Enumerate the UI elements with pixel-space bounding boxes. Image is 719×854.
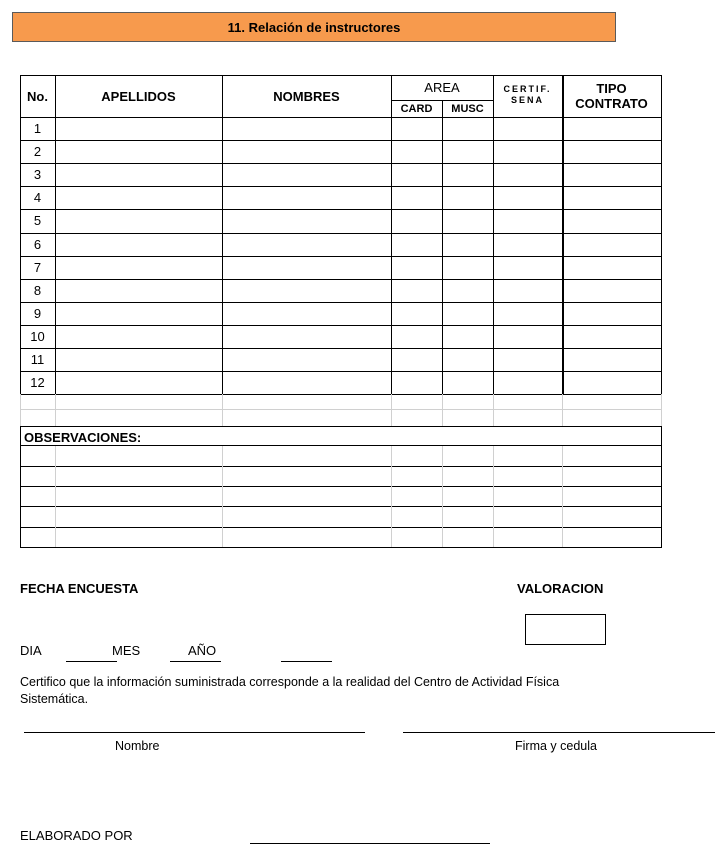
row-number: 11 (30, 352, 45, 367)
table-cell[interactable] (223, 303, 391, 325)
table-cell[interactable] (563, 303, 661, 325)
table-cell[interactable] (56, 141, 222, 163)
table-cell[interactable] (494, 303, 562, 325)
anio-line[interactable] (281, 661, 332, 662)
table-cell[interactable] (563, 372, 661, 394)
header-tipo-contrato (562, 78, 661, 114)
header-musc: MUSC (451, 102, 484, 115)
table-cell[interactable] (563, 234, 661, 256)
table-cell[interactable] (223, 280, 391, 302)
certification-text (20, 674, 559, 708)
table-cell[interactable] (443, 210, 493, 232)
row-number: 1 (33, 121, 42, 136)
table-cell[interactable] (223, 118, 391, 140)
table-cell[interactable] (223, 187, 391, 209)
row-number: 12 (30, 375, 45, 390)
header-certif-line1: CERTIF. (503, 84, 552, 94)
elaborado-por-label: ELABORADO POR (20, 828, 133, 843)
table-cell[interactable] (443, 372, 493, 394)
table-cell[interactable] (223, 372, 391, 394)
table-cell[interactable] (223, 141, 391, 163)
table-cell[interactable] (223, 210, 391, 232)
table-cell[interactable] (56, 303, 222, 325)
table-cell[interactable] (563, 280, 661, 302)
table-cell[interactable] (563, 187, 661, 209)
table-cell[interactable] (392, 118, 442, 140)
table-cell[interactable] (56, 118, 222, 140)
row-number: 3 (33, 167, 42, 182)
table-cell[interactable] (223, 164, 391, 186)
valoracion-box[interactable] (525, 614, 606, 645)
table-cell[interactable] (563, 210, 661, 232)
elaborado-por-line[interactable] (250, 843, 490, 844)
table-cell[interactable] (563, 349, 661, 371)
dia-label: DIA (20, 643, 42, 658)
header-area: AREA (424, 80, 460, 95)
row-number: 9 (33, 306, 42, 321)
table-cell[interactable] (392, 257, 442, 279)
table-cell[interactable] (392, 372, 442, 394)
table-cell[interactable] (392, 280, 442, 302)
table-cell[interactable] (563, 326, 661, 348)
row-number: 6 (33, 237, 42, 252)
firma-signature-line[interactable] (403, 732, 715, 733)
table-cell[interactable] (56, 210, 222, 232)
table-cell[interactable] (56, 372, 222, 394)
mes-label: MES (112, 643, 141, 658)
table-cell[interactable] (494, 210, 562, 232)
table-cell[interactable] (443, 326, 493, 348)
header-nombres: NOMBRES (273, 88, 340, 104)
table-cell[interactable] (56, 257, 222, 279)
table-cell[interactable] (494, 349, 562, 371)
section-title: 11. Relación de instructores (12, 12, 616, 42)
table-cell[interactable] (223, 349, 391, 371)
anio-label: AÑO (188, 643, 217, 658)
table-cell[interactable] (443, 280, 493, 302)
header-no: No. (27, 88, 48, 104)
header-tipo-line1: TIPO (596, 81, 627, 96)
dia-line[interactable] (66, 661, 117, 662)
table-cell[interactable] (443, 303, 493, 325)
valoracion-label: VALORACION (517, 581, 604, 596)
nombre-label: Nombre (115, 739, 160, 753)
table-cell[interactable] (443, 257, 493, 279)
table-cell[interactable] (56, 280, 222, 302)
row-number: 10 (30, 329, 45, 344)
table-cell[interactable] (563, 141, 661, 163)
table-cell[interactable] (563, 164, 661, 186)
table-cell[interactable] (56, 187, 222, 209)
table-cell[interactable] (494, 234, 562, 256)
firma-label: Firma y cedula (515, 739, 597, 753)
table-cell[interactable] (443, 164, 493, 186)
table-cell[interactable] (223, 257, 391, 279)
table-cell[interactable] (494, 164, 562, 186)
row-number: 4 (33, 190, 42, 205)
table-cell[interactable] (223, 234, 391, 256)
table-cell[interactable] (494, 187, 562, 209)
header-certif-line2: SENA (510, 95, 544, 105)
table-cell[interactable] (563, 118, 661, 140)
table-cell[interactable] (494, 118, 562, 140)
observations-label: OBSERVACIONES: (24, 430, 142, 445)
table-cell[interactable] (494, 372, 562, 394)
table-cell[interactable] (392, 326, 442, 348)
table-cell[interactable] (392, 234, 442, 256)
table-cell[interactable] (443, 187, 493, 209)
table-cell[interactable] (223, 326, 391, 348)
table-cell[interactable] (443, 234, 493, 256)
table-cell[interactable] (494, 257, 562, 279)
nombre-signature-line[interactable] (24, 732, 365, 733)
fecha-encuesta-label: FECHA ENCUESTA (20, 581, 139, 596)
certification-line1: Certifico que la información suministrada corresponde a la realidad del Centro de Actividad Física (20, 675, 560, 689)
row-number: 5 (33, 213, 42, 228)
table-cell[interactable] (392, 210, 442, 232)
table-cell[interactable] (443, 141, 493, 163)
header-apellidos: APELLIDOS (101, 88, 176, 104)
table-cell[interactable] (494, 326, 562, 348)
row-number: 2 (33, 144, 42, 159)
table-cell[interactable] (56, 164, 222, 186)
table-cell[interactable] (392, 187, 442, 209)
table-cell[interactable] (494, 141, 562, 163)
table-cell[interactable] (494, 280, 562, 302)
table-cell[interactable] (392, 349, 442, 371)
header-tipo-line2: CONTRATO (575, 96, 648, 111)
mes-line[interactable] (170, 661, 221, 662)
header-certif-sena (493, 80, 562, 110)
table-cell[interactable] (443, 349, 493, 371)
table-cell[interactable] (443, 118, 493, 140)
row-number: 8 (33, 283, 42, 298)
table-cell[interactable] (563, 257, 661, 279)
table-cell[interactable] (56, 326, 222, 348)
header-card: CARD (400, 102, 433, 115)
table-cell[interactable] (56, 349, 222, 371)
table-cell[interactable] (56, 234, 222, 256)
table-cell[interactable] (392, 303, 442, 325)
table-cell[interactable] (392, 141, 442, 163)
table-cell[interactable] (392, 164, 442, 186)
row-number: 7 (33, 260, 42, 275)
certification-line2: Sistemática. (20, 692, 89, 706)
